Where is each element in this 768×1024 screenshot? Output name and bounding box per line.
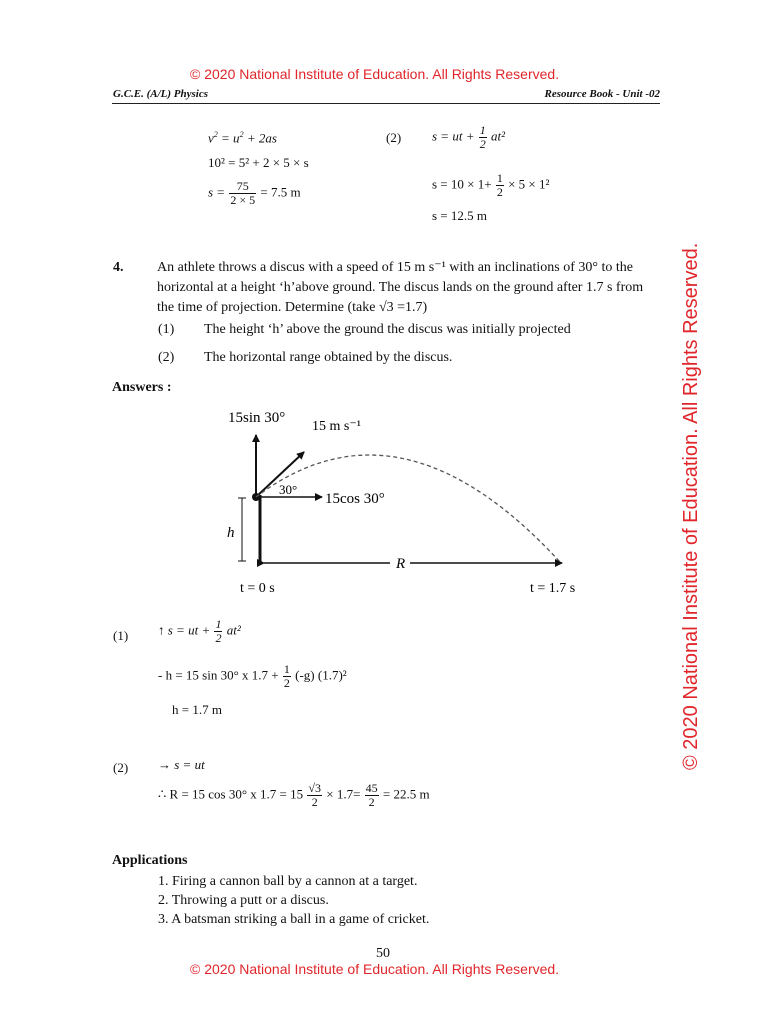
trajectory-curve (256, 455, 560, 562)
time-end-label: t = 1.7 s (530, 581, 576, 596)
page-number: 50 (376, 946, 390, 961)
copyright-top: © 2020 National Institute of Education. All Rights Reserved. (190, 66, 560, 82)
header-rule (112, 103, 660, 104)
question-text (157, 258, 667, 318)
solution-1-eq-2: - h = 15 sin 30° x 1.7 + $\frac{1}{2}$ (-g) (1.7)² (158, 662, 347, 690)
prev-part-number: (2) (386, 130, 402, 145)
height-label: h (227, 525, 235, 541)
solution-1-eq-3: h = 1.7 m (172, 702, 222, 717)
solution-2-number: (2) (113, 760, 129, 775)
header-right: Resource Book - Unit -02 (544, 88, 660, 100)
angle-label: 30° (279, 482, 298, 497)
application-item: 3. A batsman striking a ball in a game of cricket. (158, 912, 430, 927)
question-line-1: An athlete throws a discus with a speed of 15 m s⁻¹ with an inclinations of 30° to the (157, 260, 633, 275)
time-start-label: t = 0 s (240, 581, 275, 596)
header-left: G.C.E. (A/L) Physics (113, 88, 209, 100)
projectile-figure (200, 400, 620, 605)
application-item: 2. Throwing a putt or a discus. (158, 893, 329, 908)
applications-list (158, 872, 429, 929)
prev-eq-5: s = 10 × 1+ $\frac{1}{2}$ × 5 × 1² (432, 171, 550, 199)
speed-label: 15 m s⁻¹ (312, 419, 361, 434)
question-part-2-text: The horizontal range obtained by the discus. (204, 350, 453, 365)
application-item: 1. Firing a cannon ball by a cannon at a target. (158, 874, 418, 889)
prev-eq-1: $v^2 = u^2 + 2as$ (208, 130, 277, 146)
question-line-2: horizontal at a height ‘h’above ground. The discus lands on the ground after 1.7 s from (157, 280, 644, 295)
horizontal-component-label: 15cos 30° (325, 491, 385, 507)
prev-eq-2: 10² = 5² + 2 × 5 × s (208, 155, 309, 170)
solution-1-number: (1) (113, 628, 129, 643)
question-part-2-number: (2) (158, 350, 175, 365)
solution-2-eq-2: ∴ R = 15 cos 30° x 1.7 = 15 $\frac{√3}{2}$ × 1.7= $\frac{45}{2}$ = 22.5 m (158, 781, 430, 809)
range-label: R (396, 556, 406, 572)
question-part-1-number: (1) (158, 322, 175, 337)
answers-heading: Answers : (112, 380, 172, 395)
prev-eq-6: s = 12.5 m (432, 208, 488, 223)
prev-eq-3: s = $\frac{75}{2 \times 5}$ = 7.5 m (208, 179, 301, 207)
copyright-vertical: © 2020 National Institute of Education. All Rights Reserved. (680, 242, 702, 770)
question-line-3: the time of projection. Determine (take √3 =1.7) (157, 300, 428, 315)
prev-eq-4: s = ut + $\frac{1}{2}$ at² (432, 123, 505, 151)
copyright-bottom: © 2020 National Institute of Education. All Rights Reserved. (190, 961, 560, 977)
vertical-component-label: 15sin 30° (228, 410, 286, 426)
question-number: 4. (113, 260, 124, 275)
applications-heading: Applications (112, 853, 188, 868)
solution-2-eq-1: → s = ut (158, 757, 205, 772)
solution-1-eq-1: ↑ s = ut + $\frac{1}{2}$ at² (158, 617, 241, 645)
question-part-1-text: The height ‘h’ above the ground the discus was initially projected (204, 322, 571, 337)
